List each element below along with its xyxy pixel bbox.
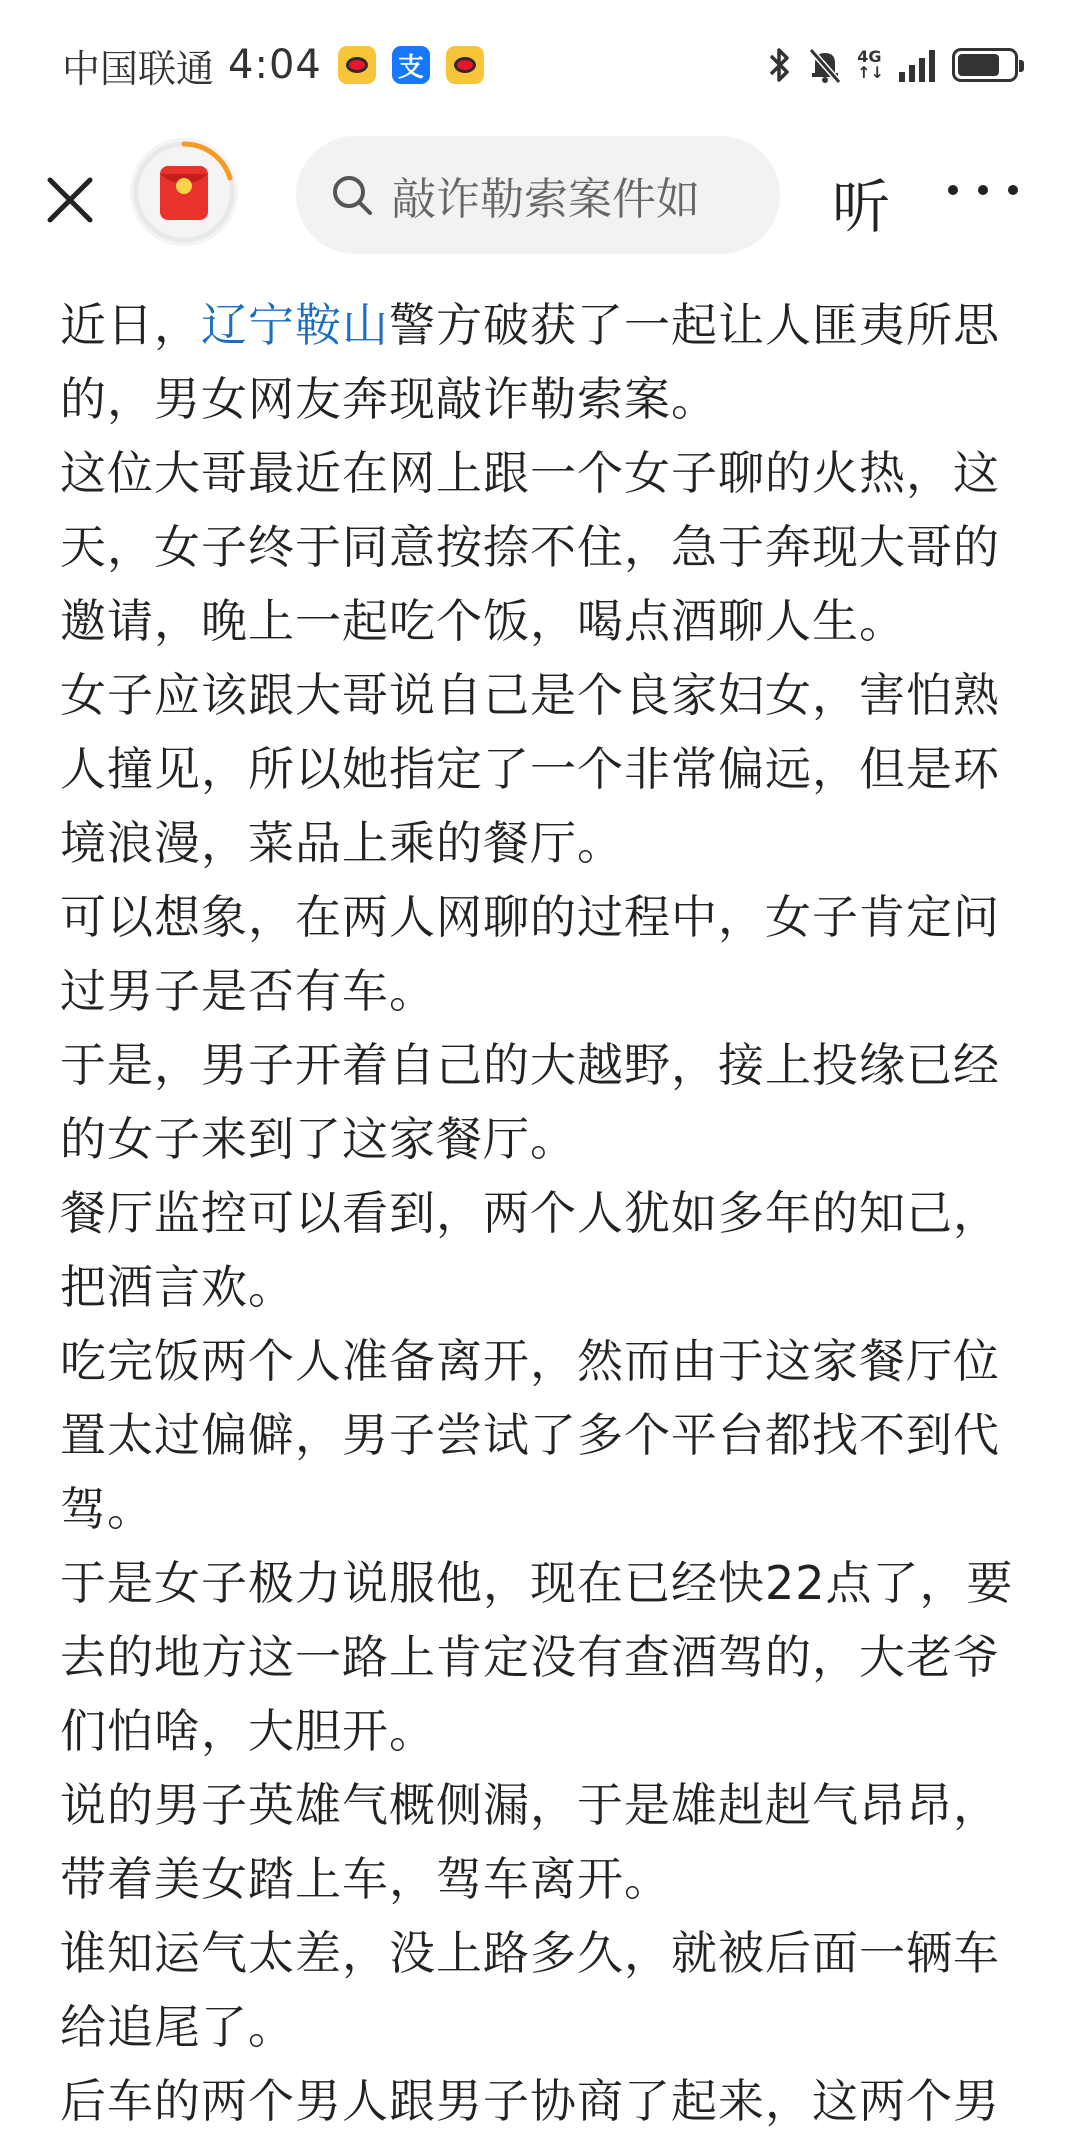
top-toolbar: [0, 130, 1080, 270]
more-dot: [1008, 185, 1018, 195]
mute-bell-icon: [807, 46, 843, 84]
article-paragraph: 后车的两个男人跟男子协商了起来，这两个男: [60, 2074, 1000, 2128]
more-dot: [948, 185, 958, 195]
search-input[interactable]: [296, 136, 780, 254]
location-link[interactable]: 辽宁鞍山: [201, 298, 389, 352]
article-paragraph: 谁知运气太差，没上路多久，就被后面一辆车给追尾了。: [60, 1926, 1000, 2054]
listen-button[interactable]: 听: [832, 173, 891, 241]
alipay-icon: 支: [392, 46, 430, 84]
avatar[interactable]: [130, 138, 238, 246]
article-paragraph: 于是女子极力说服他，现在已经快22点了，要去的地方这一路上肯定没有查酒驾的，大老爷们怕啥，大胆开。: [60, 1556, 1014, 1758]
status-right: [767, 46, 1018, 84]
search-icon: [330, 173, 374, 217]
bluetooth-icon: [767, 46, 793, 84]
article-paragraph: 餐厅监控可以看到，两个人犹如多年的知己，把酒言欢。: [60, 1186, 1000, 1314]
clock: 4:04: [228, 42, 322, 88]
carrier-label: 中国联通: [62, 46, 215, 91]
red-packet-icon: [130, 138, 238, 246]
battery-level: [958, 54, 999, 76]
weibo-icon: [446, 46, 484, 84]
article-paragraph: 说的男子英雄气概侧漏，于是雄赳赳气昂昂，带着美女踏上车，驾车离开。: [60, 1778, 1000, 1906]
article-paragraph: 近日，辽宁鞍山警方破获了一起让人匪夷所思的，男女网友奔现敲诈勒索案。: [60, 298, 1000, 426]
article-body: [60, 288, 1020, 2150]
article-paragraph: 女子应该跟大哥说自己是个良家妇女，害怕熟人撞见，所以她指定了一个非常偏远，但是环境浪漫，菜品上乘的餐厅。: [60, 668, 1000, 870]
status-left: [62, 38, 484, 93]
article-paragraph: 可以想象，在两人网聊的过程中，女子肯定问过男子是否有车。: [60, 890, 1000, 1018]
weibo-icon: [338, 46, 376, 84]
more-dot: [978, 185, 988, 195]
article-paragraph: 吃完饭两个人准备离开，然而由于这家餐厅位置太过偏僻，男子尝试了多个平台都找不到代驾。: [60, 1334, 1000, 1536]
network-type: 4G ↑↓: [857, 47, 884, 82]
close-button[interactable]: [40, 170, 100, 230]
search-query-text: 敲诈勒索案件如: [392, 174, 700, 225]
status-bar: [0, 0, 1080, 130]
more-options-button[interactable]: [948, 160, 1018, 220]
battery-icon: [952, 48, 1018, 82]
article-paragraph: 这位大哥最近在网上跟一个女子聊的火热，这天，女子终于同意按捺不住，急于奔现大哥的邀请，晚上一起吃个饭，喝点酒聊人生。: [60, 446, 1000, 648]
close-icon: [44, 174, 96, 226]
article-paragraph: 于是，男子开着自己的大越野，接上投缘已经的女子来到了这家餐厅。: [60, 1038, 1000, 1166]
signal-strength-icon: [898, 48, 938, 82]
